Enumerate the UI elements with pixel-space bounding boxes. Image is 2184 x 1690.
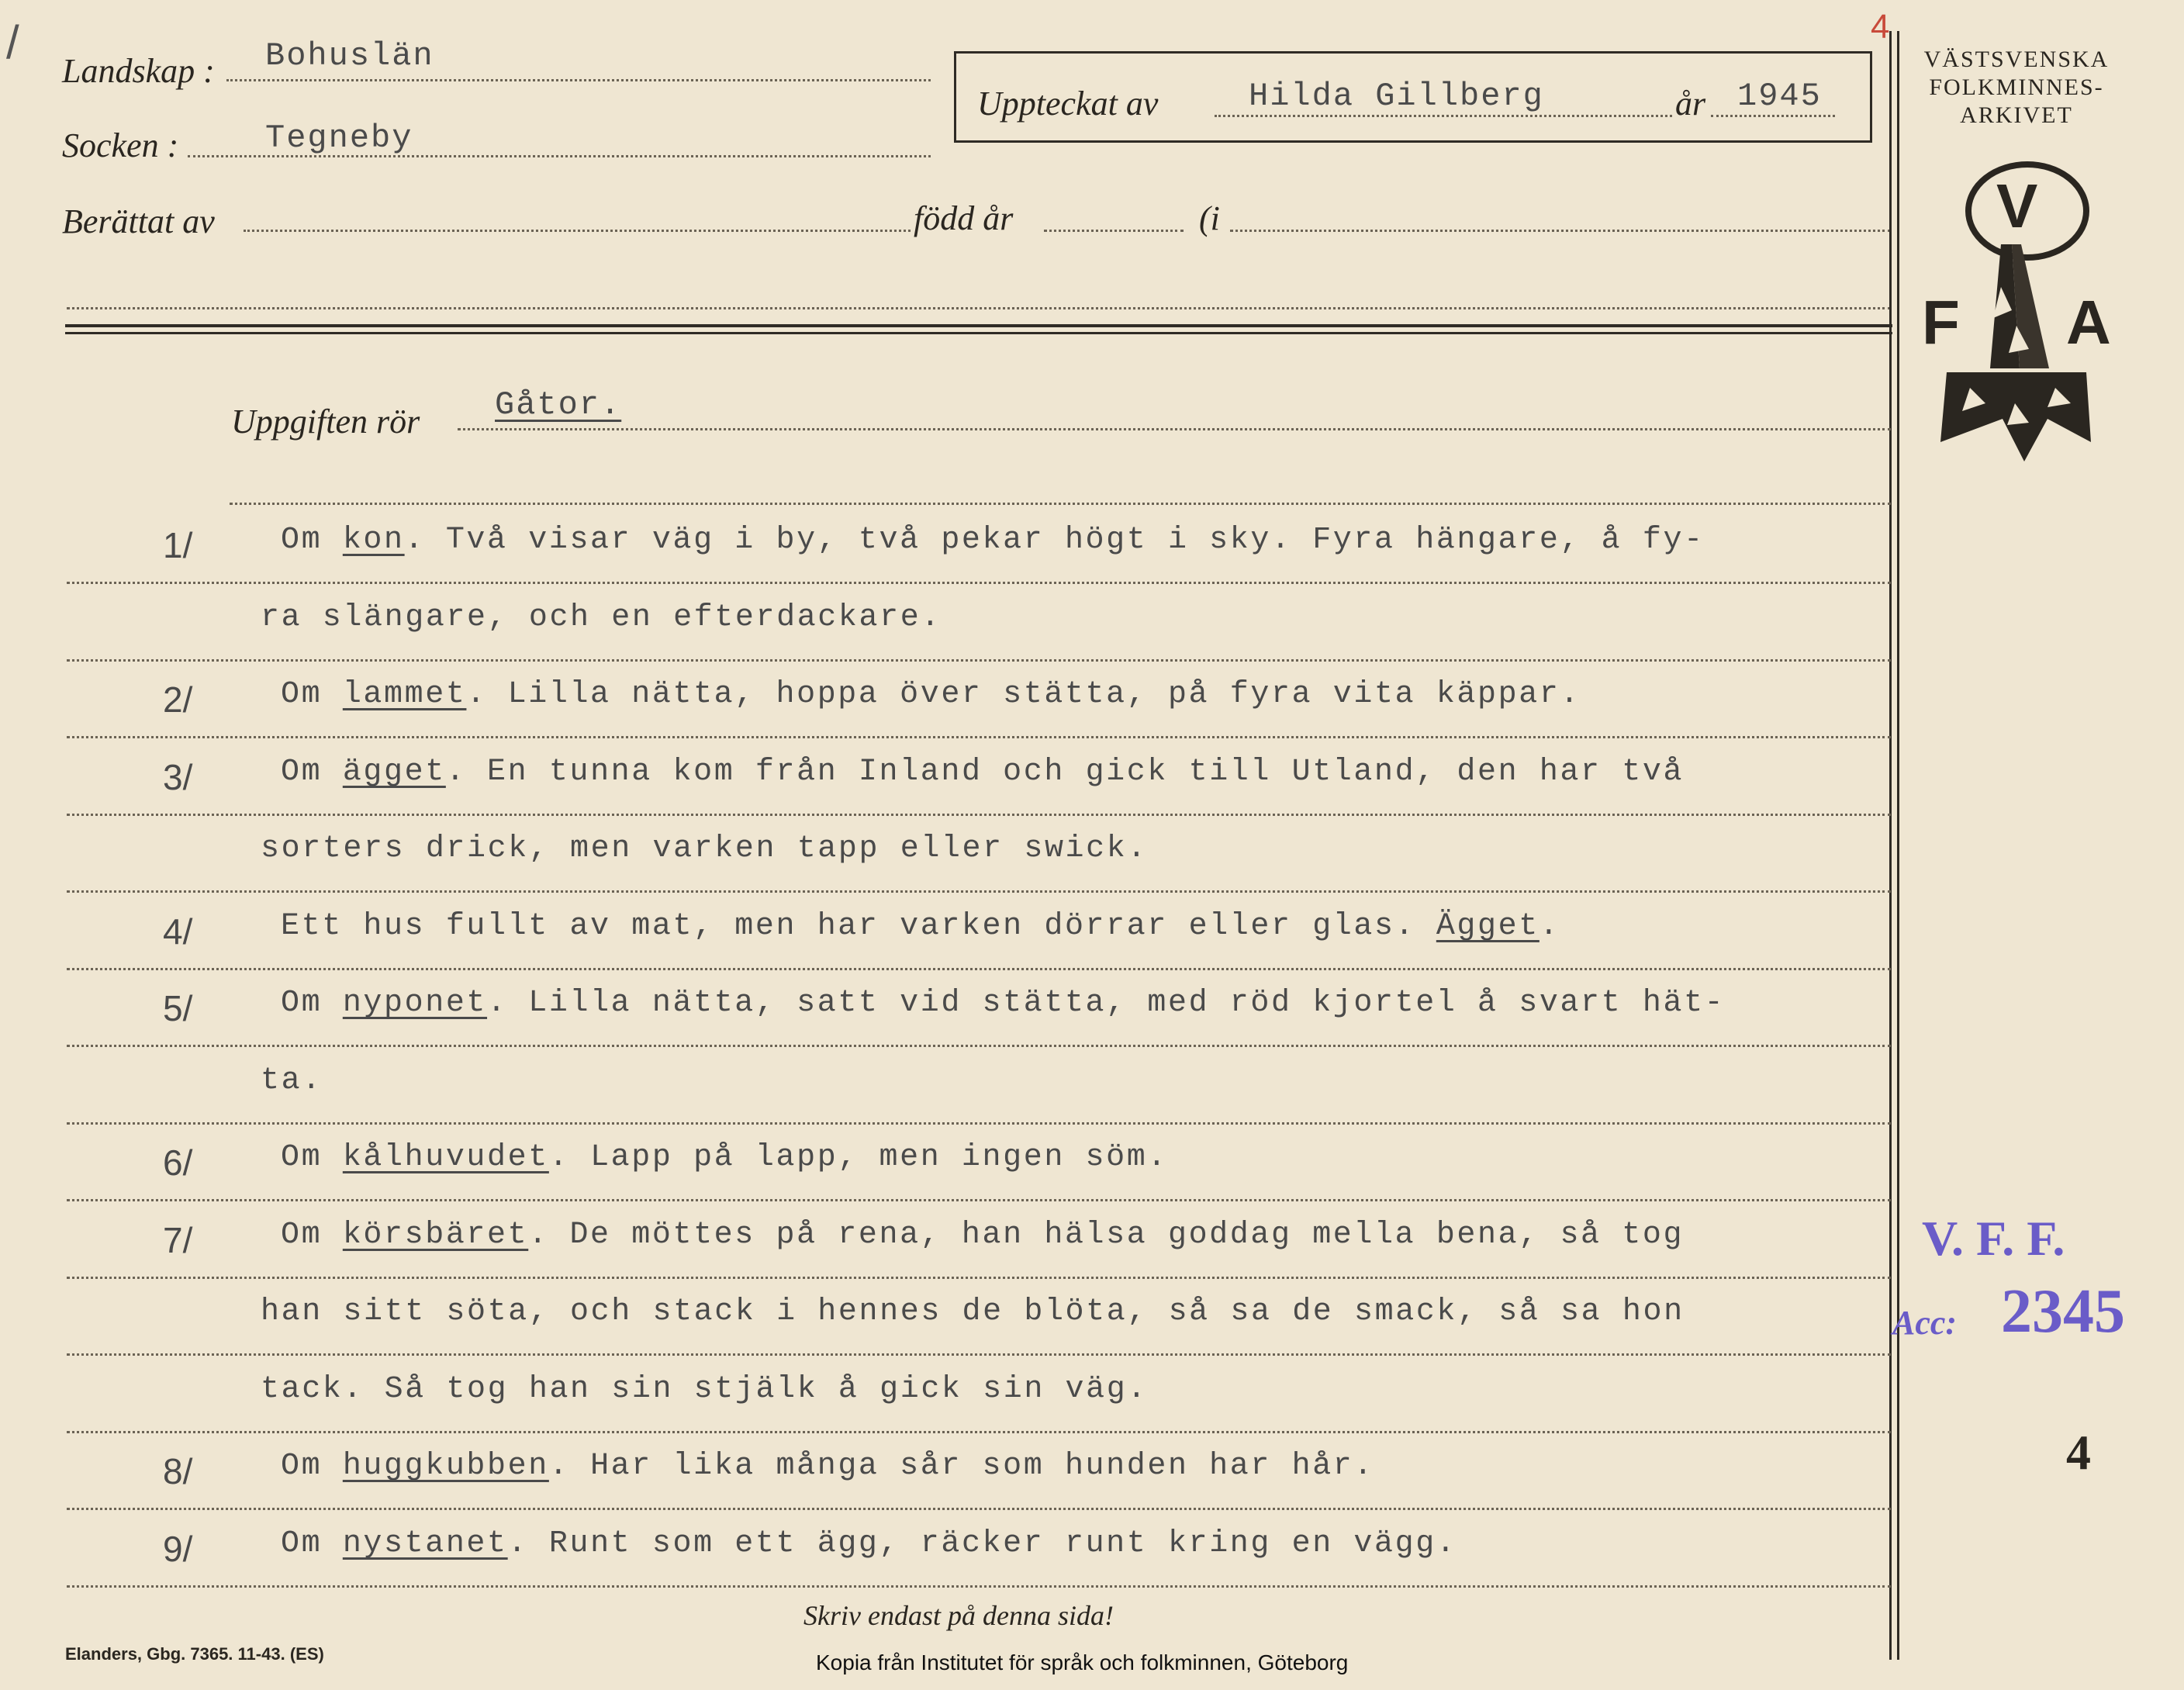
- riddle-text-post: ta.: [261, 1063, 323, 1098]
- riddle-line: [281, 755, 1684, 790]
- right-border-outer: [1889, 31, 1892, 1660]
- logo-left-letter: F: [1922, 288, 1960, 357]
- riddle-line: [281, 1526, 1457, 1561]
- line-dotline: [67, 1508, 1891, 1510]
- line-dotline: [67, 582, 1891, 584]
- blank-dotline: [67, 307, 1891, 309]
- riddle-text-post: . Lilla nätta, satt vid stätta, med röd kjortel å svart hät-: [487, 986, 1726, 1021]
- double-rule-bottom: [65, 332, 1892, 334]
- double-rule-top: [65, 324, 1892, 327]
- line-dotline: [67, 1585, 1891, 1588]
- footer-printer: Elanders, Gbg. 7365. 11-43. (ES): [65, 1644, 324, 1664]
- line-number: 6/: [163, 1142, 193, 1183]
- line-number: 3/: [163, 757, 193, 797]
- berattat-label: Berättat av: [62, 202, 215, 240]
- berattat-dotline: [244, 230, 911, 232]
- riddle-subject: nystanet: [342, 1526, 508, 1561]
- riddle-text-pre: Om: [281, 1526, 343, 1561]
- riddle-text-pre: Om: [281, 1140, 343, 1175]
- landskap-dotline: [226, 79, 931, 81]
- stamp-acc-label: Acc:: [1892, 1304, 1958, 1342]
- line-number: 5/: [163, 988, 193, 1028]
- right-border-inner: [1897, 31, 1899, 1660]
- socken-dotline: [188, 155, 931, 157]
- landskap-value: Bohuslän: [265, 37, 434, 74]
- riddle-subject: nyponet: [342, 986, 488, 1021]
- uppteck-value: Hilda Gillberg: [1249, 78, 1544, 115]
- riddle-subject: kon: [342, 523, 405, 558]
- archive-line-3: ARKIVET: [1960, 102, 2073, 128]
- riddle-subject: ägget: [342, 755, 446, 790]
- riddle-line: [281, 1218, 1684, 1253]
- riddle-text-post: . Runt som ett ägg, räcker runt kring en vägg.: [507, 1526, 1457, 1561]
- footer-instruction: Skriv endast på denna sida!: [803, 1600, 1114, 1631]
- riddle-line: [281, 909, 1560, 944]
- line-dotline: [67, 1353, 1891, 1356]
- riddle-line: [281, 1449, 1374, 1484]
- riddle-text-pre: Om: [281, 986, 343, 1021]
- line-number: 2/: [163, 679, 193, 720]
- stamp-acc-value: 2345: [2001, 1277, 2125, 1346]
- line-dotline: [67, 1045, 1891, 1047]
- riddle-subject: Ägget: [1436, 909, 1540, 944]
- riddle-subject: körsbäret: [342, 1218, 529, 1253]
- line-dotline: [67, 736, 1891, 738]
- footer-copy: Kopia från Institutet för språk och folkminnen, Göteborg: [816, 1650, 1349, 1674]
- riddle-line: [261, 1063, 323, 1098]
- paren-label: (i: [1199, 199, 1220, 237]
- line-number: 7/: [163, 1220, 193, 1260]
- line-dotline: [67, 814, 1891, 816]
- riddle-text-pre: Om: [281, 677, 343, 712]
- riddle-line: [281, 986, 1725, 1021]
- riddle-line: [281, 1140, 1168, 1175]
- riddle-text-post: .: [1539, 909, 1560, 944]
- ar-value: 1945: [1737, 78, 1822, 115]
- ar-label: år: [1675, 85, 1706, 123]
- riddle-text-post: . Lapp på lapp, men ingen söm.: [548, 1140, 1168, 1175]
- riddle-line: [261, 1372, 1148, 1407]
- landskap-label: Landskap :: [62, 52, 215, 90]
- archive-line-1: VÄSTSVENSKA: [1923, 47, 2110, 72]
- topic-dotline: [458, 428, 1891, 430]
- riddle-subject: kålhuvudet: [342, 1140, 549, 1175]
- riddle-text-post: ra slängare, och en efterdackare.: [261, 600, 942, 635]
- riddle-text-pre: Om: [281, 755, 343, 790]
- riddle-text-post: . Två visar väg i by, två pekar högt i sky. Fyra hängare, å fy-: [404, 523, 1705, 558]
- riddle-text-post: . Lilla nätta, hoppa över stätta, på fyra vita käppar.: [466, 677, 1581, 712]
- logo-right-letter: A: [2066, 288, 2111, 357]
- riddle-line: [281, 677, 1581, 712]
- line-number: 4/: [163, 911, 193, 952]
- riddle-text-pre: Om: [281, 523, 343, 558]
- red-page-number: 4: [1871, 8, 1890, 46]
- line-dotline: [67, 890, 1891, 893]
- fodd-label: född år: [914, 199, 1014, 237]
- line-dotline: [67, 659, 1891, 662]
- logo-center-letter: V: [1996, 171, 2038, 240]
- riddle-text-post: . De möttes på rena, han hälsa goddag mella bena, så tog: [528, 1218, 1685, 1253]
- riddle-text-pre: Ett hus fullt av mat, men har varken dörrar eller glas.: [281, 909, 1436, 944]
- uppteck-label: Uppteckat av: [977, 85, 1159, 123]
- riddle-text-pre: Om: [281, 1218, 343, 1253]
- paren-dotline: [1230, 230, 1891, 232]
- line-number: 8/: [163, 1451, 193, 1491]
- riddle-text-post: tack. Så tog han sin stjälk å gick sin väg.: [261, 1372, 1148, 1407]
- riddle-line: [261, 600, 942, 635]
- archive-line-2: FOLKMINNES-: [1929, 74, 2104, 100]
- riddle-line: [261, 831, 1148, 866]
- line-dotline: [67, 1277, 1891, 1279]
- uppteck-dotline: [1215, 115, 1672, 117]
- line-dotline: [67, 968, 1891, 970]
- line-number: 1/: [163, 525, 193, 565]
- riddle-text-post: sorters drick, men varken tapp eller swick.: [261, 831, 1148, 866]
- riddle-text-post: han sitt söta, och stack i hennes de blöta, så sa de smack, så sa hon: [261, 1294, 1685, 1329]
- line-dotline: [67, 1431, 1891, 1433]
- line-dotline: [67, 1199, 1891, 1201]
- riddle-text-post: . Har lika många sår som hunden har hår.: [548, 1449, 1375, 1484]
- riddle-text-post: . En tunna kom från Inland och gick till Utland, den har två: [445, 755, 1685, 790]
- archive-logo: [1916, 155, 2125, 465]
- topic-label: Uppgiften rör: [231, 403, 420, 441]
- stamp-vff: V. F. F.: [1922, 1211, 2065, 1266]
- corner-mark: /: [6, 16, 19, 68]
- topic-value: Gåtor.: [495, 386, 622, 423]
- socken-value: Tegneby: [265, 119, 413, 157]
- riddle-subject: lammet: [342, 677, 467, 712]
- socken-label: Socken :: [62, 126, 179, 164]
- riddle-line: [281, 523, 1705, 558]
- line-dotline: [67, 1122, 1891, 1125]
- riddle-text-pre: Om: [281, 1449, 343, 1484]
- ar-dotline: [1711, 115, 1835, 117]
- riddle-subject: huggkubben: [342, 1449, 549, 1484]
- fodd-dotline: [1044, 230, 1184, 232]
- riddle-line: [261, 1294, 1685, 1329]
- topic-dotline-2: [230, 503, 1891, 505]
- line-number: 9/: [163, 1529, 193, 1569]
- side-page-number: 4: [2066, 1425, 2091, 1480]
